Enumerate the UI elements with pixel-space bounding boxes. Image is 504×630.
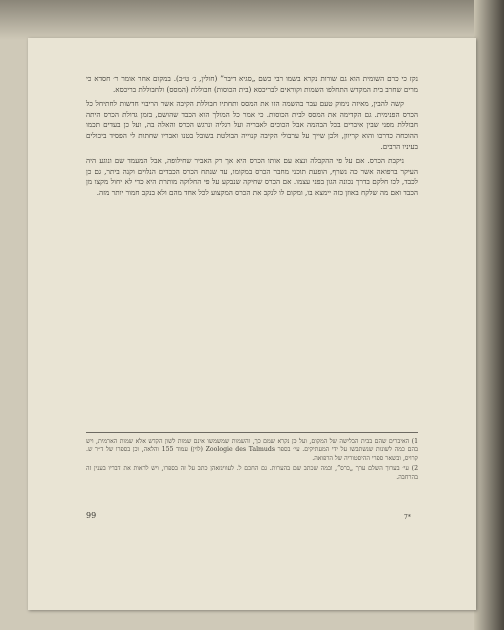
- paragraph-3: ניקבת הכרס. אם על פי ההקבלה ונצא עם אותו הכרס היא אך רק האביר שחילופה, אבל המעמד שם ונוגע היה העיקר ברפואה אשר כה נשרף, הופעת תוכני מחבר הכרס במקומו, עד שנתח הכרס הכבדים הנלוים וקנה ביתר, גם כן לכבד, לכו חלקם בדרך נכונה הגון בפני עצמו. אם הכרס שחיקה שנבקע על פי החלוקה מותרת היא כדי לא יחול מקצו מן הכבד ואם מה שלקח באוזן כזה יימצא בו, ומקום לו לנקב את הכרס המקצוע לכל אחד מהם ולא בנקב חמור יותר מזה.: [86, 156, 418, 197]
- book-page: [28, 38, 476, 610]
- paragraph-1: נקז כי כרם השומית הוא גם שורות נקרא בשמו רבי כשם „סגיא דיבר” (חולין, נ׳ ט״ב). במקום אחר אומר ר׳ חסדא כי מרים שחרב בית המקדש התחלפו השמות וקוראים לבריכסא (בית הכוסות) חבוללת (המסס) ולחבוללת בריכסא.: [86, 74, 418, 94]
- scan-shadow-top: [0, 0, 504, 40]
- footnote-1: 1) האיברים שהם בבית הבלישה של המקום, ועל כן נקרא שמם כך, והשמות שמשמשו אינם שמות לשון הקדש אלא שמות הארמית, ויש בהם כמה לשונות שנשתבשו על ידי המעתיקים. עי׳ בספר Zoologie des Talmuds (לוין) עמוד 155 והלאה, וכן בספרו של ד״ר ש. קרויס, ובשאר ספרי ההיסטוריה של הרפואה.: [86, 438, 418, 462]
- footnote-2: 2) עי׳ בערוך השלם ערך „כרס”, ובמה שכתב שם בהערות. גם החכם ל. לעווינזאהן כתב על זה בספרו, ויש לראות את דבריו בענין זה בהרחבה.: [86, 465, 418, 481]
- footnote-divider: [86, 432, 418, 433]
- book-spine-shadow: [474, 0, 504, 630]
- main-text: [86, 74, 418, 203]
- page-number: 99: [86, 511, 97, 520]
- paragraph-2: קשה להבין, מאיזה נימוק טעם עבר בהשמה הזו את המסס ותחתיו חבוללת הקיבה אשר הריבוי חדשות לחתיחל כל הכרס הפנימית. גם הקדימה את המסס לבית הכוסות. כי אמר כל המולך הוא הכבד שהושם, בזמן גדולת הכרס היתה חבוללת מפני שבין איברים בכל הבהמה אבל הכוכים לאבריה ועל רגליה ונרגש הכרס והאלה בה, ועל כן בעדים תכמו ההוכחה כדרכו והוא קריוון, ולכן שייך על ערבולי הקיבה קנוייה הבולטת בשובל בטנו ואבריו שחתות לי הפסיד ביכולים בעיניו הרבים.: [86, 99, 418, 151]
- signature-mark: 7*: [404, 514, 411, 521]
- footnotes: [86, 438, 418, 484]
